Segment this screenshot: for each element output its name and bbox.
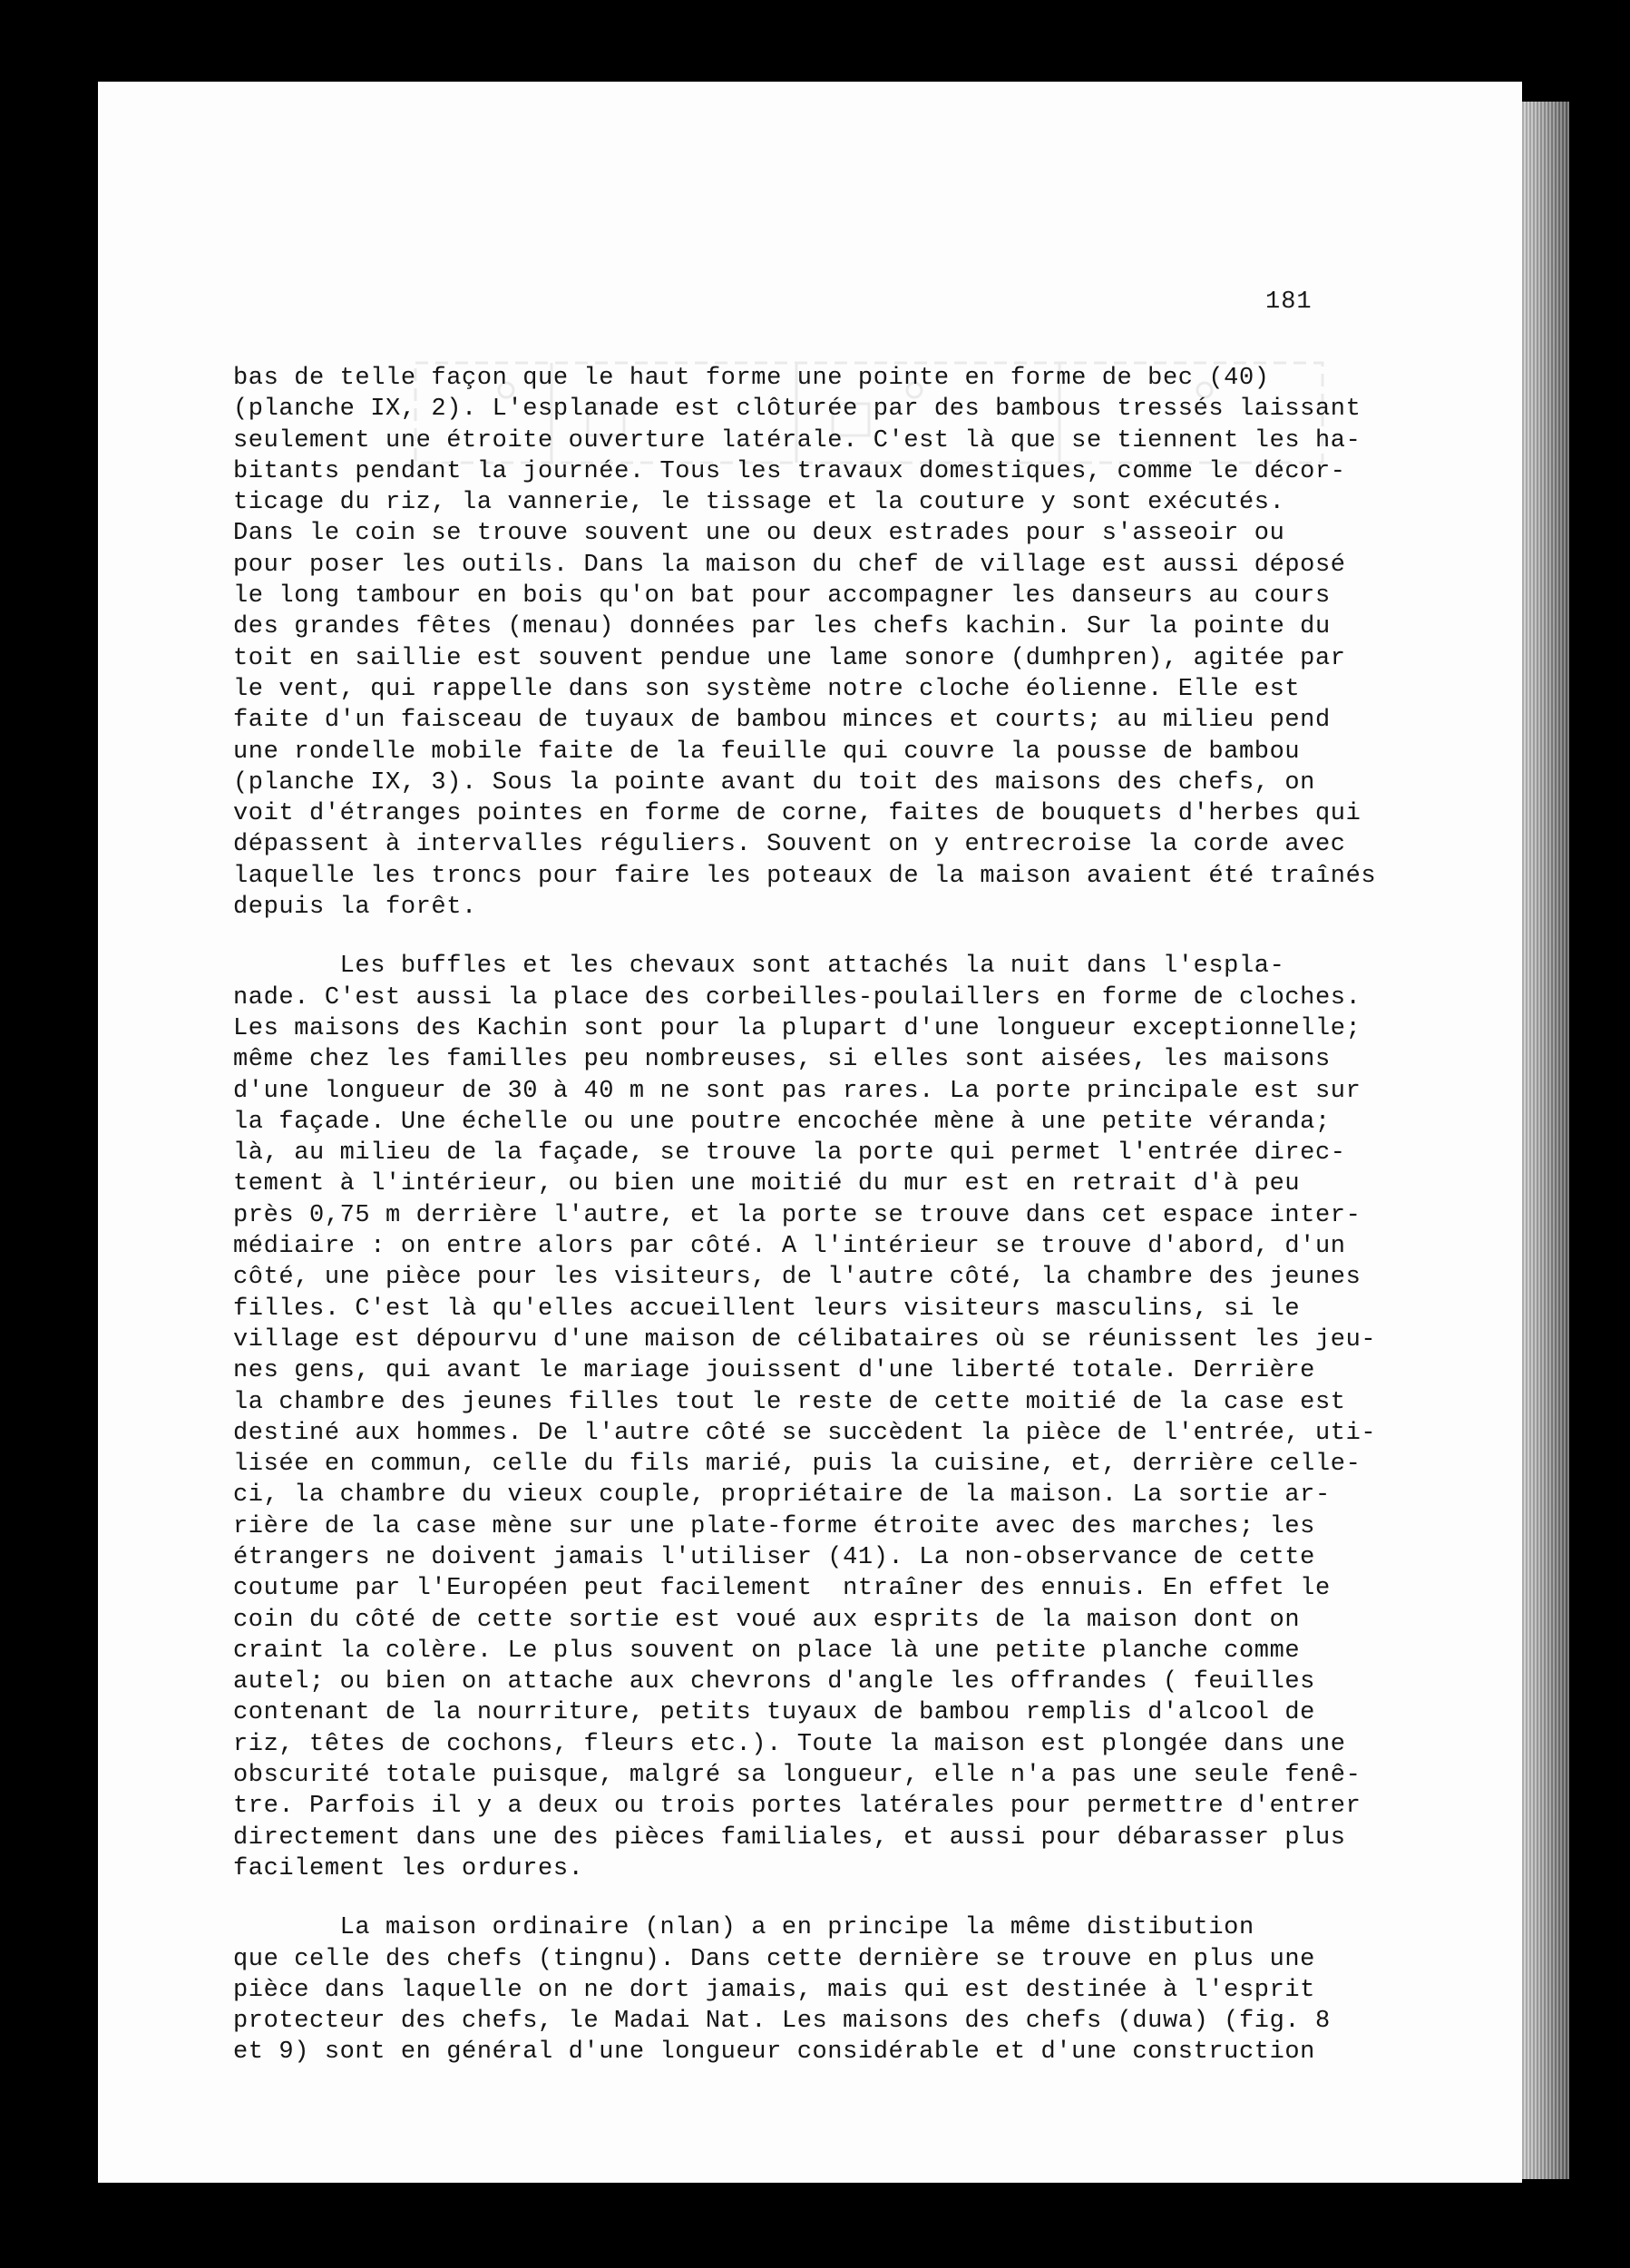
- text-line: tre. Parfois il y a deux ou trois portes latérales pour permettre d'entrer: [233, 1793, 1362, 1821]
- text-line: nes gens, qui avant le mariage jouissent d'une liberté totale. Derrière: [233, 1357, 1315, 1385]
- text-line: protecteur des chefs, le Madai Nat. Les maisons des chefs (duwa) (fig. 8: [233, 2008, 1331, 2036]
- text-line: coin du côté de cette sortie est voué aux esprits de la maison dont on: [233, 1606, 1301, 1634]
- text-line: toit en saillie est souvent pendue une lame sonore (dumhpren), agitée par: [233, 644, 1346, 672]
- text-line: nade. C'est aussi la place des corbeilles-poulaillers en forme de cloches.: [233, 983, 1362, 1012]
- paragraph: [233, 1912, 1467, 2068]
- text-line: près 0,75 m derrière l'autre, et la porte se trouve dans cet espace inter-: [233, 1201, 1362, 1229]
- text-line: là, au milieu de la façade, se trouve la porte qui permet l'entrée direc-: [233, 1139, 1346, 1168]
- text-line: depuis la forêt.: [233, 894, 477, 922]
- text-line: (planche IX, 3). Sous la pointe avant du toit des maisons des chefs, on: [233, 768, 1315, 797]
- book-page: [98, 82, 1522, 2183]
- text-line: bas de telle façon que le haut forme une pointe en forme de bec (40): [233, 365, 1270, 392]
- text-line: directement dans une des pièces familiales, et aussi pour débarasser plus: [233, 1823, 1346, 1852]
- text-line: médiaire : on entre alors par côté. A l'intérieur se trouve d'abord, d'un: [233, 1233, 1346, 1261]
- text-line: Les maisons des Kachin sont pour la plupart d'une longueur exceptionnelle;: [233, 1014, 1362, 1042]
- text-line: pièce dans laquelle on ne dort jamais, mais qui est destinée à l'esprit: [233, 1976, 1315, 2004]
- text-line: contenant de la nourriture, petits tuyaux de bambou remplis d'alcool de: [233, 1699, 1315, 1727]
- page-number: 181: [1265, 288, 1313, 316]
- text-line: lisée en commun, celle du fils marié, puis la cuisine, et, derrière celle-: [233, 1451, 1362, 1479]
- text-line: riz, têtes de cochons, fleurs etc.). Toute la maison est plongée dans une: [233, 1730, 1346, 1758]
- body-text: [233, 363, 1467, 2068]
- text-line: d'une longueur de 30 à 40 m ne sont pas rares. La porte principale est sur: [233, 1077, 1362, 1105]
- text-line: côté, une pièce pour les visiteurs, de l'autre côté, la chambre des jeunes: [233, 1264, 1362, 1292]
- text-line: voit d'étranges pointes en forme de corne, faites de bouquets d'herbes qui: [233, 800, 1362, 828]
- text-line: une rondelle mobile faite de la feuille qui couvre la pousse de bambou: [233, 738, 1301, 766]
- text-line: (planche IX, 2). L'esplanade est clôturée par des bambous tressés laissant: [233, 396, 1362, 424]
- text-line: La maison ordinaire (nlan) a en principe la même distibution: [233, 1914, 1254, 1942]
- text-line: facilement les ordures.: [233, 1854, 584, 1882]
- text-line: laquelle les troncs pour faire les poteaux de la maison avaient été traînés: [233, 862, 1377, 890]
- text-line: Dans le coin se trouve souvent une ou deux estrades pour s'asseoir ou: [233, 520, 1285, 548]
- text-line: Les buffles et les chevaux sont attachés la nuit dans l'espla-: [233, 953, 1285, 981]
- text-line: la façade. Une échelle ou une poutre encochée mène à une petite véranda;: [233, 1108, 1331, 1136]
- text-line: coutume par l'Européen peut facilement ntraîner des ennuis. En effet le: [233, 1575, 1331, 1603]
- text-line: le vent, qui rappelle dans son système notre cloche éolienne. Elle est: [233, 675, 1301, 703]
- text-line: tement à l'intérieur, ou bien une moitié du mur est en retrait d'à peu: [233, 1170, 1301, 1198]
- text-line: le long tambour en bois qu'on bat pour accompagner les danseurs au cours: [233, 582, 1331, 611]
- text-line: que celle des chefs (tingnu). Dans cette dernière se trouve en plus une: [233, 1945, 1315, 1973]
- text-line: destiné aux hommes. De l'autre côté se succèdent la pièce de l'entrée, uti-: [233, 1419, 1377, 1447]
- text-line: la chambre des jeunes filles tout le reste de cette moitié de la case est: [233, 1388, 1346, 1416]
- text-line: autel; ou bien on attache aux chevrons d'angle les offrandes ( feuilles: [233, 1668, 1315, 1696]
- text-line: ticage du riz, la vannerie, le tissage et la couture y sont exécutés.: [233, 489, 1285, 517]
- text-line: même chez les familles peu nombreuses, si elles sont aisées, les maisons: [233, 1046, 1331, 1074]
- text-line: faite d'un faisceau de tuyaux de bambou minces et courts; au milieu pend: [233, 707, 1331, 735]
- text-line: seulement une étroite ouverture latérale. C'est là que se tiennent les ha-: [233, 426, 1362, 455]
- text-line: village est dépourvu d'une maison de célibataires où se réunissent les jeu-: [233, 1325, 1377, 1354]
- text-line: dépassent à intervalles réguliers. Souvent on y entrecroise la corde avec: [233, 831, 1346, 859]
- text-line: craint la colère. Le plus souvent on place là une petite planche comme: [233, 1637, 1301, 1665]
- text-line: bitants pendant la journée. Tous les travaux domestiques, comme le décor-: [233, 457, 1346, 485]
- text-line: des grandes fêtes (menau) données par les chefs kachin. Sur la pointe du: [233, 613, 1331, 641]
- paragraph: [233, 363, 1467, 923]
- text-line: filles. C'est là qu'elles accueillent leurs visiteurs masculins, si le: [233, 1295, 1301, 1323]
- text-line: pour poser les outils. Dans la maison du chef de village est aussi déposé: [233, 551, 1346, 579]
- text-line: rière de la case mène sur une plate-forme étroite avec des marches; les: [233, 1512, 1315, 1540]
- text-line: obscurité totale puisque, malgré sa longueur, elle n'a pas une seule fenê-: [233, 1762, 1362, 1790]
- text-line: et 9) sont en général d'une longueur considérable et d'une construction: [233, 2038, 1315, 2067]
- paragraph: [233, 951, 1467, 1884]
- text-line: étrangers ne doivent jamais l'utiliser (41). La non-observance de cette: [233, 1543, 1315, 1571]
- text-line: ci, la chambre du vieux couple, propriétaire de la maison. La sortie ar-: [233, 1481, 1331, 1510]
